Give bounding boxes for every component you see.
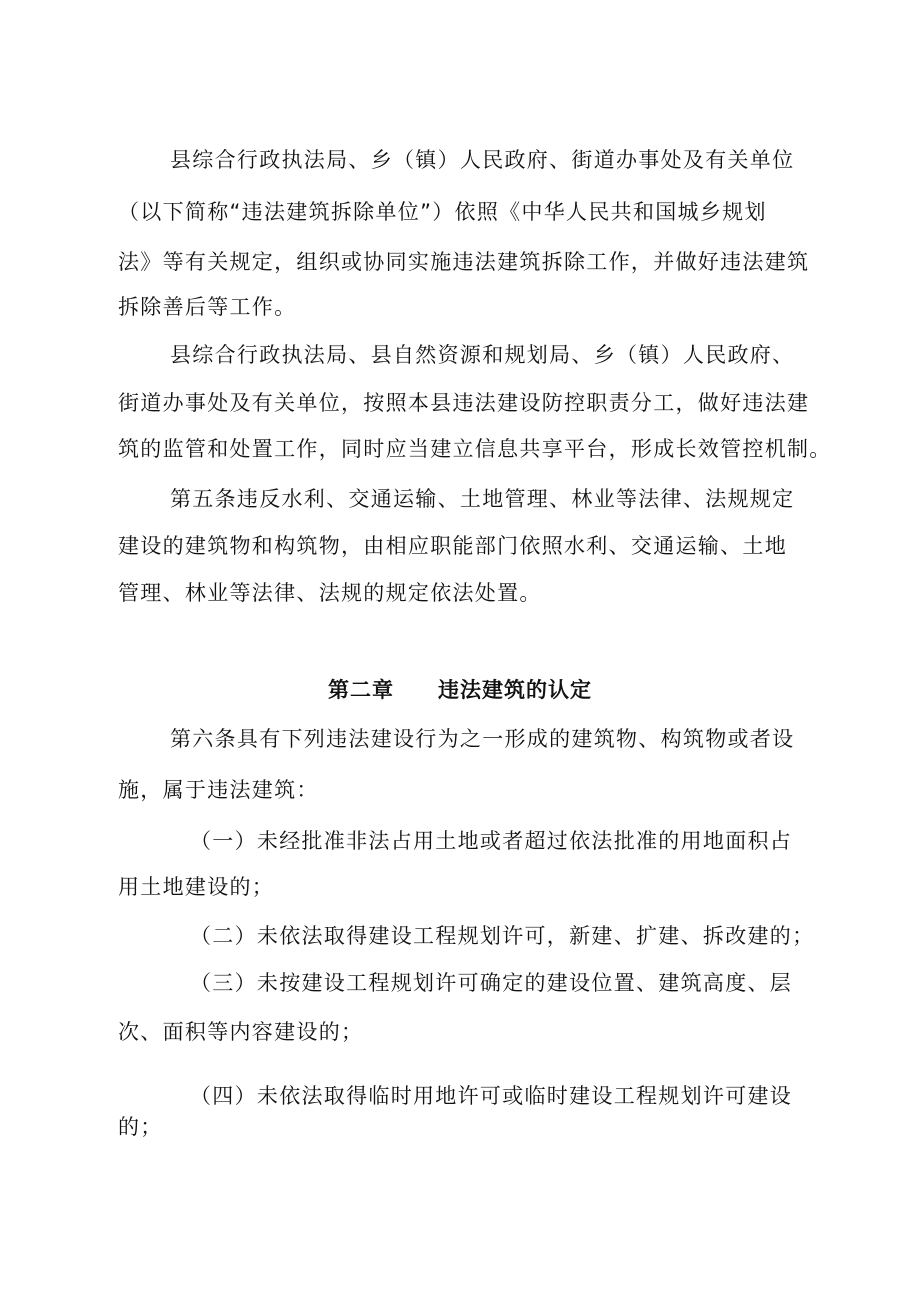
paragraph-line: 县综合行政执法局、乡（镇）人民政府、街道办事处及有关单位 [170,148,795,172]
paragraph-line: 筑的监管和处置工作，同时应当建立信息共享平台，形成长效管控机制。 [118,437,832,461]
paragraph-line: 县综合行政执法局、县自然资源和规划局、乡（镇）人民政府、 [170,343,795,367]
list-item-line: （二）未依法取得建设工程规划许可，新建、扩建、拆改建的； [190,924,815,948]
list-item-line: （一）未经批准非法占用土地或者超过依法批准的用地面积占 [190,829,793,853]
list-item-line: （三）未按建设工程规划许可确定的建设位置、建筑高度、层 [190,971,793,995]
chapter-heading [0,676,920,704]
list-item-line: （四）未依法取得临时用地许可或临时建设工程规划许可建设 [190,1084,793,1108]
paragraph-line: 管理、林业等法律、法规的规定依法处置。 [118,581,542,605]
paragraph-line: 拆除善后等工作。 [118,295,297,319]
chapter-number: 第二章 [328,678,394,702]
list-item-line: 用土地建设的； [118,875,275,899]
paragraph-line: 建设的建筑物和构筑物，由相应职能部门依照水利、交通运输、土地 [118,534,787,558]
list-item-line: 次、面积等内容建设的； [118,1020,364,1044]
article-line: 第六条具有下列违法建设行为之一形成的建筑物、构筑物或者设 [170,727,795,751]
list-item-line: 的； [118,1115,163,1139]
chapter-title: 违法建筑的认定 [438,678,592,702]
paragraph-line: 法》等有关规定，组织或协同实施违法建筑拆除工作，并做好违法建筑 [118,250,810,274]
article-line: 施，属于违法建筑： [118,778,319,802]
paragraph-line: 街道办事处及有关单位，按照本县违法建设防控职责分工，做好违法建 [118,391,810,415]
paragraph-line: （以下简称“违法建筑拆除单位”）依照《中华人民共和国城乡规划 [118,200,767,224]
paragraph-line: 第五条违反水利、交通运输、土地管理、林业等法律、法规规定 [170,487,795,511]
